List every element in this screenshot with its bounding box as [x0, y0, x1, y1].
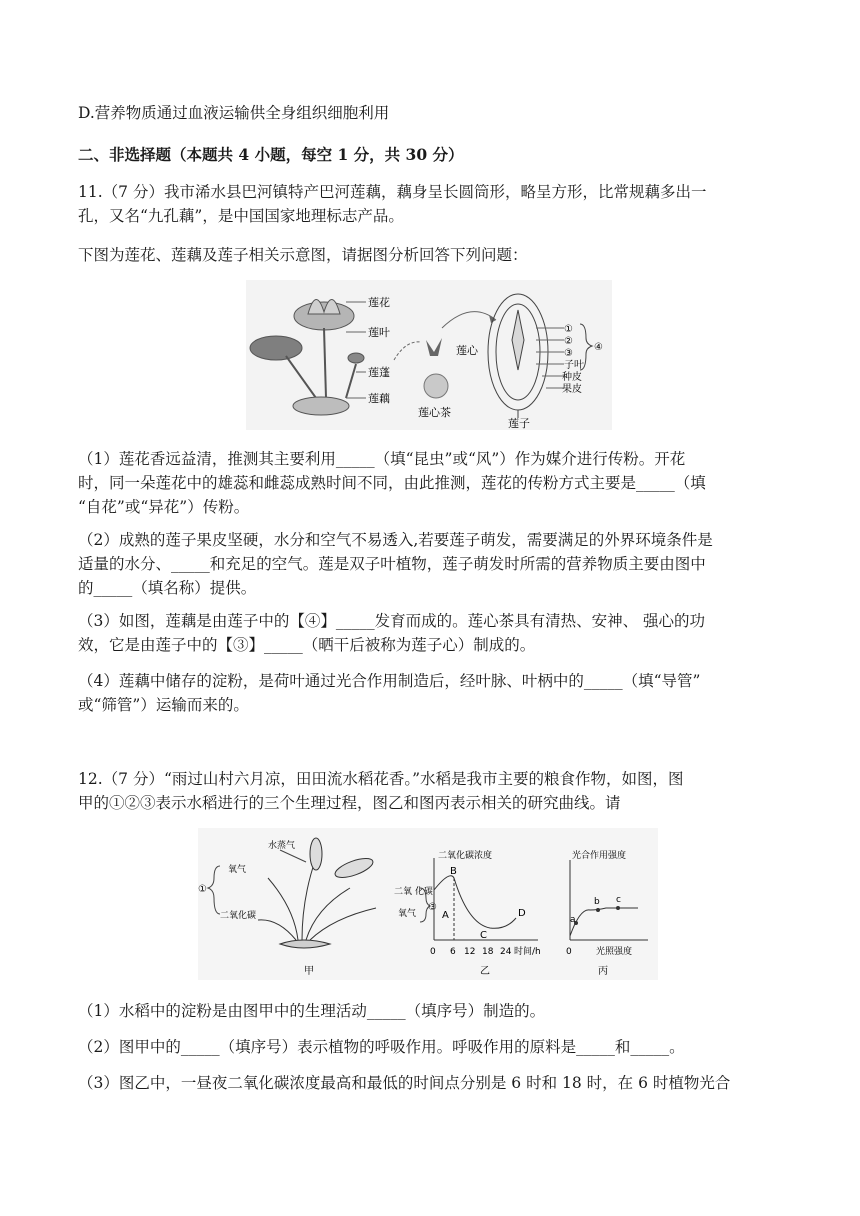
yi-tick-18: 18 [482, 947, 494, 957]
seed-part-cotyledon: 子叶 [564, 360, 584, 371]
bing-point-c: c [616, 895, 621, 905]
bing-point-c-dot [616, 906, 620, 910]
q12-p1: （1）水稻中的淀粉是由图甲中的生理活动_____（填序号）制造的。 [78, 1002, 546, 1020]
bing-xlabel: 光照强度 [596, 947, 633, 957]
seed-part-seedcoat: 种皮 [562, 372, 582, 383]
q11-instruction: 下图为莲花、莲藕及莲子相关示意图，请据图分析回答下列问题： [78, 246, 528, 264]
num-left: ① [198, 884, 207, 895]
q12-p3: （3）图乙中，一昼夜二氧化碳浓度最高和最低的时间点分别是 6 时和 18 时，在 6 时植物光合 [78, 1074, 731, 1092]
label-oxygen-right: 氧气 [398, 909, 417, 919]
lotus-figure [246, 280, 612, 430]
q11-p3-line2: 效，它是由莲子中的【③】_____（晒干后被称为莲子心）制成的。 [78, 636, 536, 654]
tea-icon [424, 374, 448, 398]
q11-p1-line2: 时，同一朵莲花中的雄蕊和雌蕊成熟时间不同，由此推测，莲花的传粉方式主要是_____（填 [78, 474, 706, 492]
yi-point-d: D [518, 908, 526, 919]
label-vapor: 水蒸气 [268, 841, 296, 851]
yi-point-a: A [442, 910, 449, 921]
caption-jia: 甲 [304, 966, 314, 977]
q12-intro-line1: 12.（7 分）“雨过山村六月凉，田田流水稻花香。”水稻是我市主要的粮食作物，如图，图 [78, 770, 684, 788]
section-title: 二、非选择题（本题共 4 小题，每空 1 分，共 30 分） [78, 145, 464, 164]
seed-part-pericarp: 果皮 [562, 384, 582, 395]
bing-point-a: a [570, 915, 576, 925]
seed-part-1: ① [564, 324, 573, 335]
q11-intro-line2: 孔，又名“九孔藕”，是中国国家地理标志产品。 [78, 207, 404, 225]
seed-part-3: ③ [564, 348, 573, 359]
q11-intro-line1: 11.（7 分）我市浠水县巴河镇特产巴河莲藕，藕身呈长圆筒形，略呈方形，比常规藕多出一 [78, 183, 707, 201]
q11-p3-line1: （3）如图，莲藕是由莲子中的【④】_____发育而成的。莲心茶具有清热、安神、 强心的功 [78, 612, 706, 630]
yi-tick-0: 0 [430, 947, 436, 957]
option-d: D.营养物质通过血液运输供全身组织细胞利用 [78, 104, 390, 122]
yi-tick-12: 12 [464, 947, 476, 957]
yi-tick-6: 6 [450, 947, 456, 957]
q11-p2-line2: 适量的水分、_____和充足的空气。莲是双子叶植物，莲子萌发时所需的营养物质主要由图中 [78, 555, 706, 573]
q11-p2-line3: 的_____（填名称）提供。 [78, 579, 257, 597]
bing-ylabel: 光合作用强度 [572, 851, 627, 861]
label-co2-left: 二氧化碳 [220, 911, 257, 921]
seed-part-2: ② [564, 336, 573, 347]
bing-origin: 0 [566, 947, 572, 957]
label-seed: 莲子 [508, 417, 530, 430]
yi-xlabel: 时间/h [514, 947, 541, 957]
q11-p4-line2: 或“筛管”）运输而来的。 [78, 696, 249, 714]
label-co2-right: 二氧 化碳 [394, 887, 433, 897]
bing-point-b: b [594, 897, 600, 907]
caption-yi: 乙 [480, 966, 490, 977]
yi-point-b: B [450, 866, 457, 877]
caption-bing: 丙 [598, 966, 608, 977]
q11-p1-line1: （1）莲花香远益清，推测其主要利用_____（填“昆虫”或“风”）作为媒介进行传粉。开花 [78, 450, 686, 468]
yi-tick-24: 24 [500, 947, 512, 957]
label-root: 莲藕 [368, 392, 390, 405]
q12-intro-line2: 甲的①②③表示水稻进行的三个生理过程，图乙和图丙表示相关的研究曲线。请 [78, 794, 621, 812]
q11-p1-line3: “自花”或“异花”）传粉。 [78, 498, 250, 516]
bracket-label: ④ [594, 342, 603, 353]
label-leaf: 莲叶 [368, 326, 390, 339]
label-heart: 莲心 [456, 344, 478, 357]
label-pod: 莲蓬 [368, 366, 390, 379]
label-flower: 莲花 [368, 296, 390, 309]
label-tea: 莲心茶 [418, 406, 451, 419]
bing-point-b-dot [596, 908, 600, 912]
q12-p2: （2）图甲中的_____（填序号）表示植物的呼吸作用。呼吸作用的原料是_____和_____。 [78, 1038, 685, 1056]
q11-p2-line1: （2）成熟的莲子果皮坚硬，水分和空气不易透入,若要莲子萌发，需要满足的外界环境条件是 [78, 531, 713, 549]
q11-p4-line1: （4）莲藕中储存的淀粉，是荷叶通过光合作用制造后，经叶脉、叶柄中的_____（填“导管” [78, 672, 701, 690]
yi-point-c: C [480, 930, 487, 941]
num-right: ③ [428, 902, 437, 913]
rice-figure [198, 828, 658, 980]
yi-ylabel: 二氧化碳浓度 [438, 851, 493, 861]
label-oxygen-left: 氧气 [228, 865, 247, 875]
